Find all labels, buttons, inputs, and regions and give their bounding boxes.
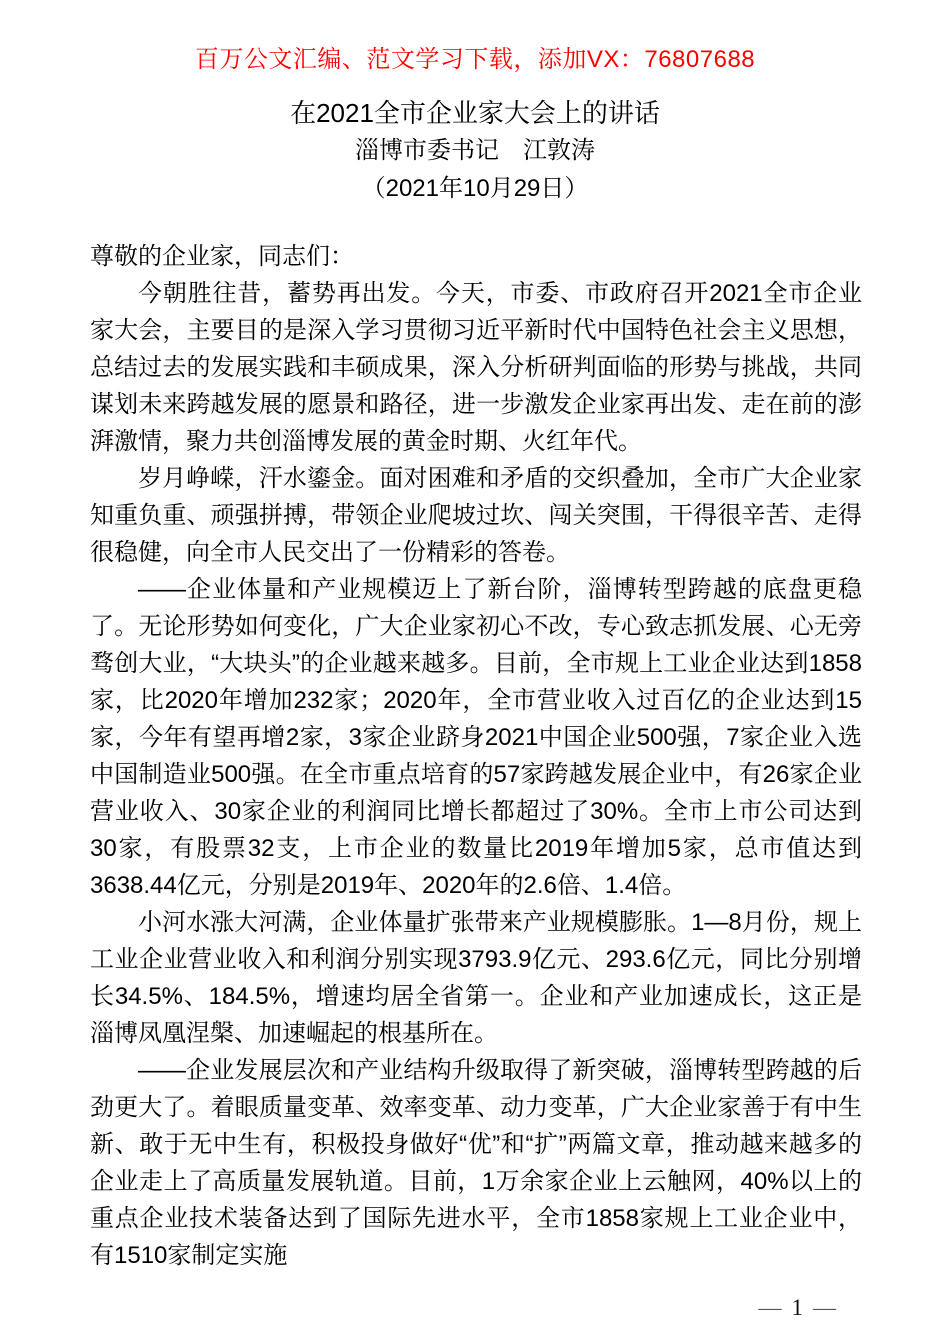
paragraph: ——企业体量和产业规模迈上了新台阶，淄博转型跨越的底盘更稳了。无论形势如何变化，广大企业家初心不改，专心致志抓发展、心无旁骛创大业，“大块头”的企业越来越多。目前，全市规上工业企业达到1858家，比2020年增加232家；2020年，全市营业收入过百亿的企业达到15家，今年有望再增2家，3家企业跻身2021中国企业500强，7家企业入选中国制造业500强。在全市重点培育的57家跨越发展企业中，有26家企业营业收入、30家企业的利润同比增长都超过了30%。全市上市公司达到30家，有股票32支，上市企业的数量比2019年增加5家，总市值达到3638.44亿元，分别是2019年、2020年的2.6倍、1.4倍。 (90, 576, 862, 899)
doc-date: （2021年10月29日） (361, 175, 589, 202)
paragraph: 今朝胜往昔，蓄势再出发。今天，市委、市政府召开2021全市企业家大会，主要目的是深入学习贯彻习近平新时代中国特色社会主义思想，总结过去的发展实践和丰硕成果，深入分析研判面临的形势与挑战，共同谋划未来跨越发展的愿景和路径，进一步激发企业家再出发、走在前的澎湃激情，聚力共创淄博发展的黄金时期、火红年代。 (90, 280, 862, 455)
doc-author: 淄博市委书记 江敦涛 (355, 137, 595, 164)
footer-dash-right: — (813, 1295, 836, 1320)
page-number: 1 (791, 1295, 803, 1320)
document-body (90, 238, 862, 1274)
paragraph: 小河水涨大河满，企业体量扩张带来产业规模膨胀。1—8月份，规上工业企业营业收入和利润分别实现3793.9亿元、293.6亿元，同比分别增长34.5%、184.5%，增速均居全省第一。企业和产业加速成长，这正是淄博凤凰涅槃、加速崛起的根基所在。 (90, 909, 862, 1047)
title-block (0, 94, 950, 208)
doc-title: 在2021全市企业家大会上的讲话 (290, 98, 660, 128)
page-footer (749, 1293, 847, 1323)
footer-dash-left: — (758, 1295, 782, 1320)
paragraph: ——企业发展层次和产业结构升级取得了新突破，淄博转型跨越的后劲更大了。着眼质量变革、效率变革、动力变革，广大企业家善于有中生新、敢于无中生有，积极投身做好“优”和“扩”两篇文章，推动越来越多的企业走上了高质量发展轨道。目前，1万余家企业上云触网，40%以上的重点企业技术装备达到了国际先进水平，全市1858家规上工业企业中，有1510家制定实施 (90, 1057, 862, 1269)
promo-notice-banner: 百万公文汇编、范文学习下载，添加VX：76807688 (194, 46, 756, 73)
salutation: 尊敬的企业家，同志们： (90, 243, 354, 270)
paragraph: 岁月峥嵘，汗水鎏金。面对困难和矛盾的交织叠加，全市广大企业家知重负重、顽强拼搏，带领企业爬坡过坎、闯关突围，干得很辛苦、走得很稳健，向全市人民交出了一份精彩的答卷。 (90, 465, 862, 566)
